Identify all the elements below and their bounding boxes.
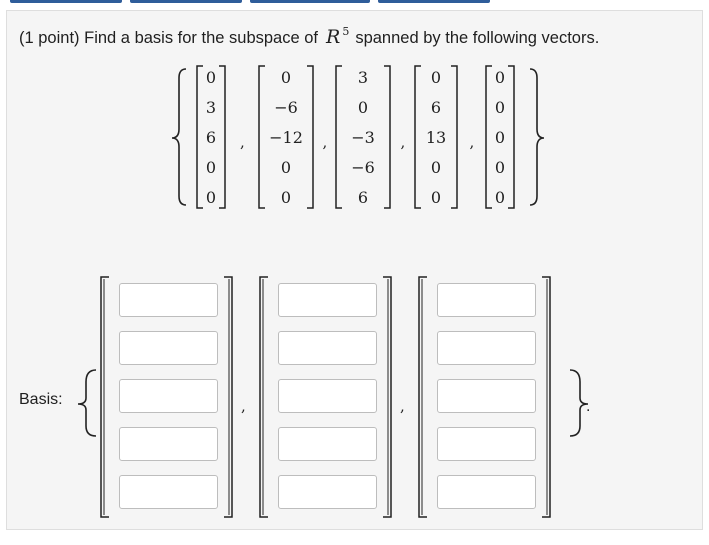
basis-left-bracket-icon (419, 277, 427, 517)
vector-entry: 0 (205, 188, 217, 207)
question-prefix: Find a basis for the subspace of (84, 29, 319, 47)
basis-entry-input[interactable] (437, 331, 536, 365)
basis-entry-input[interactable] (278, 379, 377, 413)
basis-entry-input[interactable] (278, 331, 377, 365)
vector-entry: 0 (280, 188, 292, 207)
vector-entry: 0 (280, 68, 292, 87)
vector-entry: 0 (357, 98, 369, 117)
basis-label: Basis: (19, 391, 63, 408)
basis-entry-input[interactable] (437, 427, 536, 461)
basis-right-bracket-icon (224, 277, 232, 517)
basis-entry-input[interactable] (278, 475, 377, 509)
basis-left-bracket-icon (101, 277, 109, 517)
question-suffix: spanned by the following vectors. (355, 29, 600, 47)
space-exponent: 5 (342, 24, 350, 38)
basis-entry-input[interactable] (437, 283, 536, 317)
vector-entry: 6 (357, 188, 369, 207)
basis-entry-input[interactable] (119, 475, 218, 509)
basis-entry-input[interactable] (119, 379, 218, 413)
vector-entry: 0 (205, 158, 217, 177)
vector-entry: 0 (205, 68, 217, 87)
vector-entry: 0 (280, 158, 292, 177)
vector-entry: 3 (205, 98, 217, 117)
space-symbol: R (326, 26, 341, 48)
basis-separator: , (400, 397, 405, 415)
vector-entry: 6 (430, 98, 442, 117)
vector-entry: 0 (430, 188, 442, 207)
basis-left-bracket-icon (260, 277, 268, 517)
vector-separator: , (322, 133, 328, 151)
basis-left-brace-icon (78, 370, 96, 436)
vector-entry: 0 (430, 158, 442, 177)
basis-entry-input[interactable] (119, 331, 218, 365)
question-points: (1 point) (19, 29, 80, 47)
vector-entry: 13 (425, 128, 447, 147)
basis-entry-input[interactable] (119, 427, 218, 461)
vector-entry: 3 (357, 68, 369, 87)
basis-entry-input[interactable] (119, 283, 218, 317)
vector-entry: −6 (274, 98, 298, 117)
vector-entry: 0 (494, 128, 506, 147)
vector-entry: 6 (205, 128, 217, 147)
vector-separator: , (400, 133, 406, 151)
vector-entry: 0 (494, 68, 506, 87)
vector-entry: 0 (494, 158, 506, 177)
basis-entry-input[interactable] (278, 283, 377, 317)
basis-right-bracket-icon (383, 277, 391, 517)
basis-entry-input[interactable] (437, 379, 536, 413)
basis-entry-input[interactable] (278, 427, 377, 461)
basis-entry-input[interactable] (437, 475, 536, 509)
vector-entry: −12 (269, 128, 303, 147)
vector-entry: 0 (494, 98, 506, 117)
vector-entry: −6 (351, 158, 375, 177)
vector-entry: 0 (430, 68, 442, 87)
basis-right-bracket-icon (542, 277, 550, 517)
vector-separator: , (240, 133, 245, 151)
vector-entry: −3 (351, 128, 375, 147)
basis-separator: , (241, 397, 246, 415)
vector-separator: , (469, 133, 475, 151)
vector-entry: 0 (494, 188, 506, 207)
basis-terminator: . (586, 398, 591, 415)
